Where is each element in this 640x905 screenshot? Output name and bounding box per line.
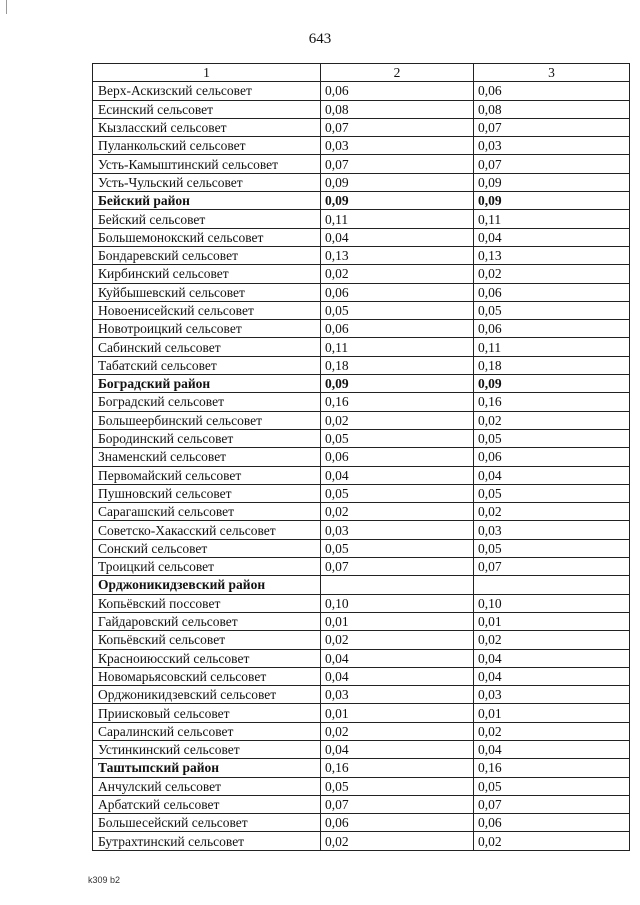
row-value-col3: 0,05 [474, 777, 630, 795]
row-value-col3: 0,06 [474, 283, 630, 301]
row-value-col3: 0,03 [474, 137, 630, 155]
row-name-cell: Новоенисейский сельсовет [93, 301, 321, 319]
row-value-col3: 0,02 [474, 503, 630, 521]
row-value-col2: 0,06 [321, 320, 474, 338]
table-row [93, 411, 630, 429]
table-row [93, 173, 630, 191]
header-col-2: 2 [321, 64, 474, 82]
table-row [93, 631, 630, 649]
row-value-col3: 0,04 [474, 466, 630, 484]
row-name-cell: Бейский район [93, 192, 321, 210]
row-value-col2: 0,02 [321, 503, 474, 521]
row-name-cell: Бондаревский сельсовет [93, 246, 321, 264]
row-value-col2: 0,13 [321, 246, 474, 264]
district-row [93, 576, 630, 594]
table-row [93, 466, 630, 484]
row-value-col2: 0,09 [321, 192, 474, 210]
row-value-col3: 0,02 [474, 832, 630, 850]
row-name-cell: Есинский сельсовет [93, 100, 321, 118]
row-value-col3: 0,04 [474, 667, 630, 685]
row-name-cell: Сарагашский сельсовет [93, 503, 321, 521]
row-value-col2: 0,08 [321, 100, 474, 118]
table-row [93, 118, 630, 136]
row-value-col3: 0,01 [474, 612, 630, 630]
row-name-cell: Большесейский сельсовет [93, 814, 321, 832]
table-row [93, 667, 630, 685]
row-value-col3: 0,07 [474, 155, 630, 173]
row-value-col3: 0,10 [474, 594, 630, 612]
row-name-cell: Куйбышевский сельсовет [93, 283, 321, 301]
row-value-col3: 0,06 [474, 814, 630, 832]
row-name-cell: Орджоникидзевский район [93, 576, 321, 594]
row-value-col2: 0,11 [321, 338, 474, 356]
row-value-col2 [321, 576, 474, 594]
row-name-cell: Сонский сельсовет [93, 539, 321, 557]
row-name-cell: Копьёвский поссовет [93, 594, 321, 612]
row-name-cell: Боградский район [93, 375, 321, 393]
page-number: 643 [308, 31, 332, 47]
row-value-col2: 0,05 [321, 539, 474, 557]
row-value-col3: 0,03 [474, 521, 630, 539]
row-name-cell: Советско-Хакасский сельсовет [93, 521, 321, 539]
row-value-col2: 0,16 [321, 759, 474, 777]
row-value-col2: 0,09 [321, 173, 474, 191]
row-name-cell: Таштыпский район [93, 759, 321, 777]
row-value-col3: 0,05 [474, 429, 630, 447]
row-value-col2: 0,05 [321, 301, 474, 319]
row-name-cell: Новомарьясовский сельсовет [93, 667, 321, 685]
row-value-col3: 0,09 [474, 192, 630, 210]
row-name-cell: Верх-Аскизский сельсовет [93, 82, 321, 100]
row-name-cell: Саралинский сельсовет [93, 722, 321, 740]
row-value-col3: 0,07 [474, 558, 630, 576]
row-value-col2: 0,06 [321, 448, 474, 466]
table-row [93, 795, 630, 813]
row-name-cell: Арбатский сельсовет [93, 795, 321, 813]
row-value-col2: 0,07 [321, 558, 474, 576]
table-row [93, 320, 630, 338]
row-value-col2: 0,06 [321, 283, 474, 301]
row-value-col2: 0,02 [321, 411, 474, 429]
table-row [93, 832, 630, 850]
row-value-col3: 0,06 [474, 448, 630, 466]
table-body [93, 64, 630, 851]
row-name-cell: Копьёвский сельсовет [93, 631, 321, 649]
row-name-cell: Бородинский сельсовет [93, 429, 321, 447]
table-row [93, 594, 630, 612]
table-row [93, 704, 630, 722]
table-row [93, 777, 630, 795]
table-row [93, 503, 630, 521]
row-value-col3 [474, 576, 630, 594]
row-value-col2: 0,04 [321, 228, 474, 246]
row-value-col3: 0,16 [474, 393, 630, 411]
row-name-cell: Кызласский сельсовет [93, 118, 321, 136]
row-value-col2: 0,05 [321, 777, 474, 795]
table-header-row [93, 64, 630, 82]
row-value-col2: 0,10 [321, 594, 474, 612]
row-value-col3: 0,16 [474, 759, 630, 777]
row-value-col2: 0,06 [321, 814, 474, 832]
row-value-col3: 0,03 [474, 686, 630, 704]
row-value-col3: 0,02 [474, 722, 630, 740]
row-name-cell: Анчулский сельсовет [93, 777, 321, 795]
row-name-cell: Пушновский сельсовет [93, 484, 321, 502]
header-col-3: 3 [474, 64, 630, 82]
table-row [93, 265, 630, 283]
row-value-col2: 0,07 [321, 795, 474, 813]
row-value-col2: 0,03 [321, 521, 474, 539]
row-value-col3: 0,11 [474, 338, 630, 356]
row-value-col2: 0,06 [321, 82, 474, 100]
scan-edge-mark [6, 0, 7, 14]
row-value-col2: 0,07 [321, 118, 474, 136]
row-value-col2: 0,16 [321, 393, 474, 411]
table-row [93, 155, 630, 173]
row-name-cell: Первомайский сельсовет [93, 466, 321, 484]
row-value-col2: 0,05 [321, 429, 474, 447]
row-name-cell: Пуланкольский сельсовет [93, 137, 321, 155]
row-value-col3: 0,06 [474, 320, 630, 338]
row-value-col2: 0,07 [321, 155, 474, 173]
table-row [93, 649, 630, 667]
row-name-cell: Гайдаровский сельсовет [93, 612, 321, 630]
row-name-cell: Красноиюсский сельсовет [93, 649, 321, 667]
table-row [93, 210, 630, 228]
table-row [93, 740, 630, 758]
row-name-cell: Усть-Камыштинский сельсовет [93, 155, 321, 173]
row-value-col3: 0,05 [474, 539, 630, 557]
row-value-col3: 0,18 [474, 356, 630, 374]
table-row [93, 338, 630, 356]
row-value-col2: 0,02 [321, 722, 474, 740]
row-name-cell: Большеербинский сельсовет [93, 411, 321, 429]
row-value-col3: 0,04 [474, 649, 630, 667]
table-row [93, 558, 630, 576]
table-row [93, 539, 630, 557]
row-name-cell: Сабинский сельсовет [93, 338, 321, 356]
row-name-cell: Бейский сельсовет [93, 210, 321, 228]
row-name-cell: Приисковый сельсовет [93, 704, 321, 722]
data-table [92, 63, 630, 851]
row-value-col2: 0,05 [321, 484, 474, 502]
row-name-cell: Орджоникидзевский сельсовет [93, 686, 321, 704]
table-row [93, 429, 630, 447]
row-value-col2: 0,02 [321, 631, 474, 649]
row-value-col3: 0,09 [474, 173, 630, 191]
row-name-cell: Табатский сельсовет [93, 356, 321, 374]
table-row [93, 612, 630, 630]
row-value-col2: 0,03 [321, 686, 474, 704]
table-row [93, 448, 630, 466]
row-value-col2: 0,04 [321, 667, 474, 685]
row-value-col3: 0,05 [474, 484, 630, 502]
row-value-col2: 0,01 [321, 612, 474, 630]
row-value-col3: 0,05 [474, 301, 630, 319]
row-value-col3: 0,09 [474, 375, 630, 393]
table-row [93, 814, 630, 832]
footer-code: k309 b2 [88, 875, 121, 885]
row-value-col2: 0,11 [321, 210, 474, 228]
row-value-col3: 0,04 [474, 228, 630, 246]
row-name-cell: Знаменский сельсовет [93, 448, 321, 466]
table-row [93, 137, 630, 155]
table-row [93, 228, 630, 246]
row-value-col2: 0,04 [321, 649, 474, 667]
table-row [93, 301, 630, 319]
row-value-col3: 0,01 [474, 704, 630, 722]
table-row [93, 100, 630, 118]
row-value-col3: 0,04 [474, 740, 630, 758]
row-value-col2: 0,04 [321, 466, 474, 484]
row-value-col2: 0,01 [321, 704, 474, 722]
row-value-col3: 0,06 [474, 82, 630, 100]
row-value-col3: 0,02 [474, 265, 630, 283]
table-row [93, 283, 630, 301]
row-value-col2: 0,03 [321, 137, 474, 155]
table-row [93, 393, 630, 411]
row-name-cell: Новотроицкий сельсовет [93, 320, 321, 338]
table-row [93, 82, 630, 100]
row-value-col2: 0,04 [321, 740, 474, 758]
table-row [93, 484, 630, 502]
row-name-cell: Большемонокский сельсовет [93, 228, 321, 246]
district-row [93, 759, 630, 777]
row-name-cell: Бутрахтинский сельсовет [93, 832, 321, 850]
row-value-col3: 0,07 [474, 795, 630, 813]
district-row [93, 375, 630, 393]
table-row [93, 246, 630, 264]
row-value-col2: 0,09 [321, 375, 474, 393]
row-value-col2: 0,02 [321, 832, 474, 850]
row-value-col3: 0,07 [474, 118, 630, 136]
row-value-col3: 0,11 [474, 210, 630, 228]
header-col-1: 1 [93, 64, 321, 82]
district-row [93, 192, 630, 210]
row-name-cell: Усть-Чульский сельсовет [93, 173, 321, 191]
table-row [93, 521, 630, 539]
table-row [93, 722, 630, 740]
row-name-cell: Троицкий сельсовет [93, 558, 321, 576]
row-value-col3: 0,13 [474, 246, 630, 264]
row-name-cell: Боградский сельсовет [93, 393, 321, 411]
row-value-col2: 0,18 [321, 356, 474, 374]
row-value-col3: 0,08 [474, 100, 630, 118]
table-row [93, 356, 630, 374]
row-name-cell: Кирбинский сельсовет [93, 265, 321, 283]
row-name-cell: Устинкинский сельсовет [93, 740, 321, 758]
row-value-col3: 0,02 [474, 411, 630, 429]
row-value-col3: 0,02 [474, 631, 630, 649]
table-row [93, 686, 630, 704]
row-value-col2: 0,02 [321, 265, 474, 283]
